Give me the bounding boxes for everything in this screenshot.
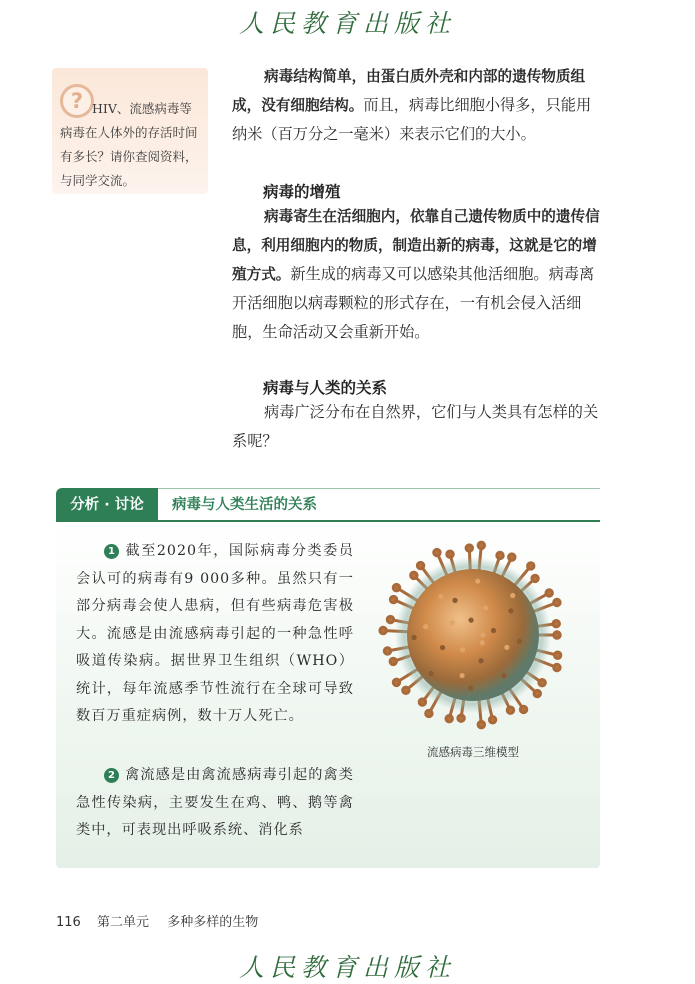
- virus-spike-tip: [387, 616, 393, 622]
- unit-title: 多种多样的生物: [167, 915, 259, 930]
- virus-spike-tip: [458, 715, 464, 721]
- unit-label: 第二单元: [96, 915, 149, 930]
- discussion-item-2: [76, 762, 354, 845]
- virus-surface-knob: [517, 639, 522, 644]
- virus-spike-tip: [534, 690, 540, 696]
- virus-spike-tip: [553, 621, 559, 627]
- image-caption: 流感病毒三维模型: [427, 745, 519, 759]
- virus-surface-knob: [411, 635, 416, 640]
- virus-surface-knob: [440, 645, 445, 650]
- virus-surface-knob: [450, 620, 455, 625]
- reproduction-rest: 新生成的病毒又可以感染其他活细胞。病毒离开活细胞以病毒颗粒的形式存在，一有机会侵入活细胞，生命活动又会重新开始。: [232, 265, 595, 341]
- virus-spike-tip: [380, 627, 386, 633]
- item-number-1: 1: [104, 544, 119, 559]
- virus-spike-tip: [446, 715, 452, 721]
- relation-text: 病毒广泛分布在自然界，它们与人类具有怎样的关系呢？: [232, 403, 599, 450]
- virus-spike-tip: [554, 632, 560, 638]
- influenza-virus-model-image: [378, 540, 568, 730]
- virus-surface-knob: [423, 624, 428, 629]
- virus-spike-tip: [419, 699, 425, 705]
- discussion-tag: 分析 · 讨论: [56, 488, 158, 522]
- virus-spike-tip: [554, 664, 560, 670]
- virus-surface-knob: [504, 645, 509, 650]
- virus-spike-tip: [520, 706, 526, 712]
- item-text-1: 截至2020年，国际病毒分类委员会认可的病毒有9 000多种。虽然只有一部分病毒会使人患病，但有些病毒危害极大。流感是由流感病毒引起的一种急性呼吸道传染病。据世界卫生组织（WHO）统计，每年流感季节性流行在全球可导致数百万重症病例，数十万人死亡。: [76, 543, 354, 724]
- virus-surface-knob: [491, 628, 496, 633]
- virus-spike-tip: [478, 542, 484, 548]
- tip-box: [52, 68, 208, 194]
- virus-spike-tip: [390, 658, 396, 664]
- virus-spike-tip: [528, 563, 534, 569]
- intro-paragraph: [232, 62, 600, 149]
- question-icon: ?: [60, 84, 94, 118]
- reproduction-bold: 病毒寄生在活细胞内，依靠自己遗传物质中的遗传信息，利用细胞内的物质，制造出新的病毒，这就是它的增殖方式。: [232, 208, 600, 283]
- virus-spike-tip: [478, 721, 484, 727]
- virus-surface-knob: [428, 671, 433, 676]
- virus-spike-tip: [497, 552, 503, 558]
- virus-surface-knob: [452, 598, 457, 603]
- virus-surface-knob: [480, 640, 485, 645]
- virus-spike-tip: [489, 717, 495, 723]
- virus-surface-knob: [478, 658, 483, 663]
- relation-paragraph: [232, 398, 600, 456]
- virus-spike-tip: [539, 680, 545, 686]
- intro-bold: 病毒结构简单，由蛋白质外壳和内部的遗传物质组成，没有细胞结构。: [232, 68, 586, 114]
- virus-spike-tip: [426, 710, 432, 716]
- section-heading-relation: 病毒与人类的关系: [263, 379, 388, 397]
- intro-rest: 而且，病毒比细胞小得多，只能用纳米（百万分之一毫米）来表示它们的大小。: [232, 96, 592, 143]
- item-text-2: 禽流感是由禽流感病毒引起的禽类急性传染病，主要发生在鸡、鸭、鹅等禽类中，可表现出呼吸系统、消化系: [76, 767, 354, 838]
- virus-spike-tip: [554, 599, 560, 605]
- page-number: 116: [56, 915, 81, 930]
- section-heading-reproduction: 病毒的增殖: [263, 183, 341, 201]
- virus-surface-knob: [483, 605, 488, 610]
- virus-spike-tip: [509, 554, 515, 560]
- virus-surface-knob: [508, 608, 513, 613]
- discussion-item-1: [76, 538, 354, 731]
- virus-spike-tip: [554, 652, 560, 658]
- tip-text: HIV、流感病毒等病毒在人体外的存活时间有多长？请你查阅资料，与同学交流。: [60, 100, 198, 188]
- item-number-2: 2: [104, 768, 119, 783]
- discussion-title: 病毒与人类生活的关系: [172, 497, 317, 513]
- publisher-watermark-bottom: 人民教育出版社: [238, 953, 456, 982]
- virus-surface-knob: [480, 632, 485, 637]
- virus-surface-knob: [468, 685, 473, 690]
- virus-spike-tip: [403, 687, 409, 693]
- discussion-header: [56, 488, 600, 522]
- virus-spike-tip: [532, 575, 538, 581]
- virus-spike-tip: [417, 562, 423, 568]
- virus-spike-tip: [447, 551, 453, 557]
- virus-surface-knob: [510, 593, 515, 598]
- virus-spike-tip: [393, 679, 399, 685]
- virus-spike-tip: [384, 648, 390, 654]
- page-footer: [56, 911, 258, 930]
- publisher-watermark-top: 人民教育出版社: [238, 9, 456, 38]
- virus-surface-knob: [501, 673, 506, 678]
- virus-spike-tip: [393, 584, 399, 590]
- virus-surface-knob: [475, 579, 480, 584]
- virus-surface-knob: [468, 618, 473, 623]
- reproduction-paragraph: [232, 202, 600, 347]
- virus-surface-knob: [438, 594, 443, 599]
- virus-spike-tip: [411, 572, 417, 578]
- virus-spike-tip: [546, 590, 552, 596]
- virus-surface-knob: [459, 673, 464, 678]
- virus-spike-tip: [434, 549, 440, 555]
- virus-spike-tip: [390, 596, 396, 602]
- virus-spike-tip: [466, 545, 472, 551]
- virus-surface-knob: [460, 647, 465, 652]
- virus-spike-tip: [507, 707, 513, 713]
